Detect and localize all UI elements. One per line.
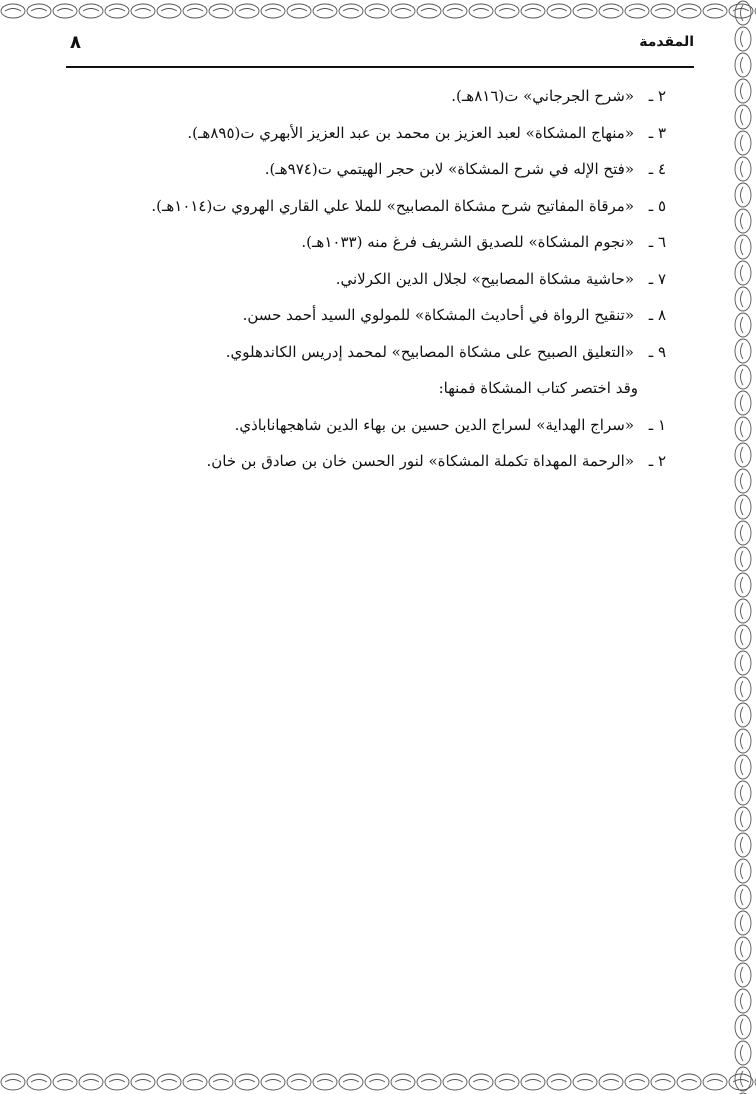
list-item [66, 297, 666, 334]
item-number: ١ ـ [648, 415, 666, 434]
item-number: ٥ ـ [648, 196, 666, 215]
item-number: ٤ ـ [648, 160, 666, 178]
commentary-list [66, 78, 666, 480]
list-item [66, 115, 666, 152]
page [66, 28, 694, 1068]
item-number: ٨ ـ [648, 306, 666, 324]
item-text: «نجوم المشكاة» للصديق الشريف فرغ منه (١٠٣٣هـ). [301, 233, 634, 251]
item-text: «فتح الإله في شرح المشكاة» لابن حجر الهيتمي ت(٩٧٤هـ). [264, 160, 634, 178]
list-item [66, 151, 666, 188]
section-title: المقدمة [639, 34, 694, 50]
list-item [66, 78, 666, 115]
item-number: ٢ ـ [648, 452, 666, 470]
list-item [66, 188, 666, 225]
list-item [66, 443, 666, 480]
item-number: ٢ ـ [648, 87, 666, 105]
page-border-top [0, 0, 756, 22]
item-text: «الرحمة المهداة تكملة المشكاة» لنور الحسن خان بن صادق بن خان. [206, 452, 634, 470]
item-text: «التعليق الصبيح على مشكاة المصابيح» لمحمد إدريس الكاندهلوي. [225, 342, 634, 361]
list-item [66, 334, 666, 371]
header-rule [66, 66, 694, 68]
item-text: «منهاج المشكاة» لعبد العزيز بن محمد بن عبد العزيز الأبهري ت(٨٩٥هـ). [187, 123, 634, 142]
item-text: «تنقيح الرواة في أحاديث المشكاة» للمولوي السيد أحمد حسن. [242, 306, 634, 324]
item-text: «شرح الجرجاني» ت(٨١٦هـ). [451, 87, 634, 105]
item-number: ٩ ـ [648, 342, 666, 361]
item-number: ٣ ـ [648, 123, 666, 142]
abridgement-intro: وقد اختصر كتاب المشكاة فمنها: [438, 379, 638, 397]
item-text: «مرقاة المفاتيح شرح مشكاة المصابيح» للملا علي القاري الهروي ت(١٠١٤هـ). [151, 196, 634, 215]
list-item [66, 261, 666, 298]
page-border-right [730, 0, 756, 1094]
item-number: ٧ ـ [648, 269, 666, 288]
list-item [66, 407, 666, 444]
item-text: «حاشية مشكاة المصابيح» لجلال الدين الكرلاني. [335, 269, 634, 288]
item-text: «سراج الهداية» لسراج الدين حسين بن بهاء الدين شاهجهاناباذي. [234, 415, 634, 434]
item-number: ٦ ـ [648, 233, 666, 251]
list-item [66, 224, 666, 261]
page-border-bottom [0, 1070, 756, 1094]
page-number: ٨ [70, 32, 81, 53]
page-header [66, 32, 694, 64]
